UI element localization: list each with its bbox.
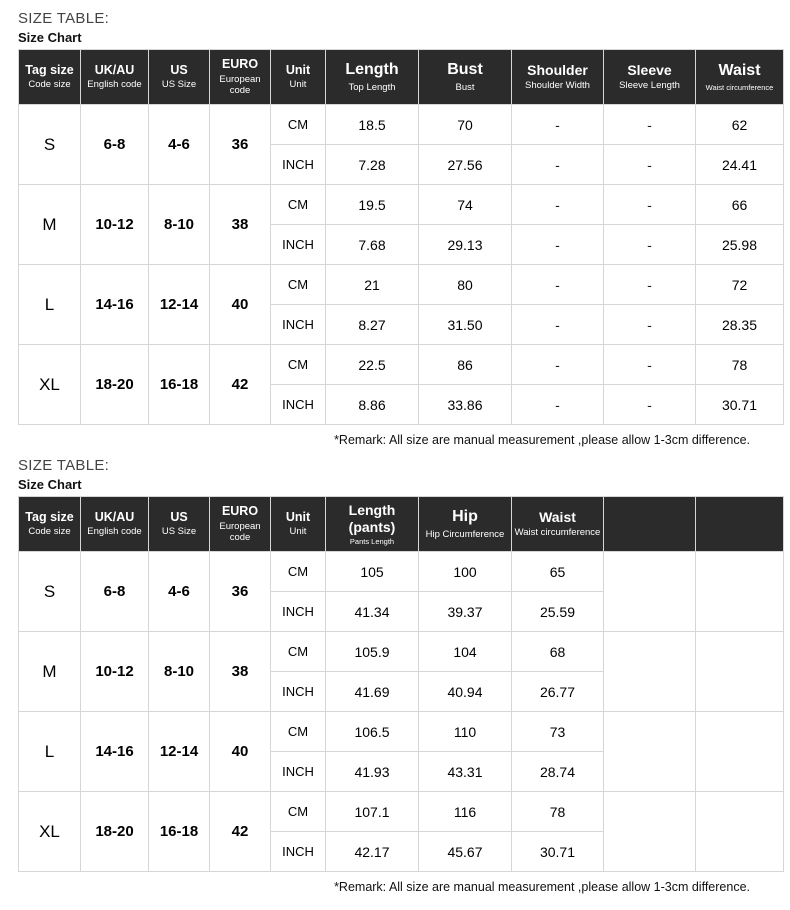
table-row: [19, 632, 784, 672]
cell-shoulder: -: [512, 225, 604, 265]
cell-length-pants: 106.5: [326, 712, 419, 752]
header-length-pants-sub: Pants Length: [349, 536, 395, 546]
cell-waist: 72: [696, 265, 784, 305]
header-waist-sub: Waist circumference: [705, 82, 774, 92]
cell-length-pants: 41.34: [326, 592, 419, 632]
cell-waist: 30.71: [512, 832, 604, 872]
size-table-caption-bottom: SIZE TABLE:: [18, 457, 110, 474]
cell-unit: INCH: [271, 145, 326, 185]
cell-shoulder: -: [512, 105, 604, 145]
cell-sleeve: -: [604, 225, 696, 265]
header-uk-au-sub: English code: [87, 79, 142, 91]
header-length-sub: Top Length: [348, 81, 396, 93]
cell-us: 16-18: [149, 345, 210, 425]
cell-us: 4-6: [149, 105, 210, 185]
cell-empty-2: [696, 632, 784, 712]
size-chart-table-top: [18, 49, 784, 425]
header-unit-sub: Unit: [289, 526, 307, 538]
cell-bust: 33.86: [419, 385, 512, 425]
header-sleeve-sub: Sleeve Length: [619, 80, 680, 92]
header-uk-au: [81, 50, 149, 105]
cell-waist: 78: [512, 792, 604, 832]
cell-unit: INCH: [271, 385, 326, 425]
cell-empty-1: [604, 792, 696, 872]
header-bust-main: Bust: [447, 61, 483, 79]
header-euro: [210, 50, 271, 105]
cell-uk-au: 6-8: [81, 552, 149, 632]
cell-length: 8.86: [326, 385, 419, 425]
header-sleeve-main: Sleeve: [627, 62, 672, 79]
cell-waist: 28.35: [696, 305, 784, 345]
cell-tag-size: S: [19, 552, 81, 632]
header-empty-2: [696, 497, 784, 552]
cell-unit: INCH: [271, 305, 326, 345]
cell-waist: 26.77: [512, 672, 604, 712]
header-bust-sub: Bust: [455, 81, 475, 93]
cell-length: 18.5: [326, 105, 419, 145]
cell-waist: 25.59: [512, 592, 604, 632]
cell-uk-au: 18-20: [81, 792, 149, 872]
cell-length: 19.5: [326, 185, 419, 225]
cell-euro: 42: [210, 792, 271, 872]
header-unit-sub: Unit: [289, 79, 307, 91]
header-waist: [696, 50, 784, 105]
cell-length: 22.5: [326, 345, 419, 385]
size-table-block-bottom: [0, 447, 790, 894]
cell-bust: 27.56: [419, 145, 512, 185]
cell-unit: INCH: [271, 592, 326, 632]
header-length-pants-main: Length (pants): [348, 502, 396, 535]
cell-hip: 45.67: [419, 832, 512, 872]
cell-empty-1: [604, 712, 696, 792]
table-row: [19, 105, 784, 145]
cell-unit: CM: [271, 185, 326, 225]
cell-uk-au: 18-20: [81, 345, 149, 425]
header-us-sub: US Size: [161, 79, 197, 91]
size-table-caption-top: SIZE TABLE:: [18, 10, 110, 27]
size-chart-table-bottom: [18, 496, 784, 872]
header-sleeve: [604, 50, 696, 105]
cell-euro: 36: [210, 552, 271, 632]
cell-waist: 68: [512, 632, 604, 672]
cell-tag-size: M: [19, 632, 81, 712]
cell-unit: INCH: [271, 225, 326, 265]
cell-uk-au: 10-12: [81, 632, 149, 712]
cell-uk-au: 10-12: [81, 185, 149, 265]
cell-us: 16-18: [149, 792, 210, 872]
cell-length: 21: [326, 265, 419, 305]
cell-bust: 70: [419, 105, 512, 145]
header-us: [149, 497, 210, 552]
header-bust: [419, 50, 512, 105]
cell-sleeve: -: [604, 105, 696, 145]
header-length: [326, 50, 419, 105]
cell-shoulder: -: [512, 145, 604, 185]
cell-sleeve: -: [604, 185, 696, 225]
cell-unit: INCH: [271, 832, 326, 872]
header-uk-au: [81, 497, 149, 552]
cell-unit: CM: [271, 105, 326, 145]
cell-hip: 116: [419, 792, 512, 832]
cell-length: 8.27: [326, 305, 419, 345]
header-shoulder: [512, 50, 604, 105]
cell-unit: CM: [271, 712, 326, 752]
header-unit: [271, 497, 326, 552]
table-header-row: [19, 50, 784, 105]
cell-length-pants: 41.93: [326, 752, 419, 792]
cell-tag-size: L: [19, 712, 81, 792]
header-us: [149, 50, 210, 105]
header-hip-main: Hip: [452, 508, 478, 526]
table-row: [19, 265, 784, 305]
header-tag-size: [19, 50, 81, 105]
cell-tag-size: M: [19, 185, 81, 265]
cell-us: 12-14: [149, 712, 210, 792]
cell-waist: 65: [512, 552, 604, 592]
cell-length: 7.28: [326, 145, 419, 185]
cell-unit: INCH: [271, 672, 326, 712]
cell-tag-size: XL: [19, 792, 81, 872]
cell-empty-1: [604, 632, 696, 712]
cell-shoulder: -: [512, 305, 604, 345]
header-hip: [419, 497, 512, 552]
cell-uk-au: 6-8: [81, 105, 149, 185]
cell-unit: CM: [271, 552, 326, 592]
table-row: [19, 712, 784, 752]
cell-us: 4-6: [149, 552, 210, 632]
header-euro-main: EURO: [221, 504, 259, 519]
cell-unit: CM: [271, 345, 326, 385]
cell-length-pants: 107.1: [326, 792, 419, 832]
cell-empty-1: [604, 552, 696, 632]
header-length-main: Length: [345, 61, 399, 79]
cell-us: 8-10: [149, 632, 210, 712]
header-waist-main: Waist: [539, 509, 576, 526]
cell-shoulder: -: [512, 385, 604, 425]
cell-sleeve: -: [604, 345, 696, 385]
size-chart-label-top: Size Chart: [18, 30, 82, 45]
cell-length-pants: 41.69: [326, 672, 419, 712]
header-tag-size-sub: Code size: [28, 79, 71, 91]
cell-hip: 39.37: [419, 592, 512, 632]
cell-hip: 110: [419, 712, 512, 752]
cell-bust: 80: [419, 265, 512, 305]
header-euro: [210, 497, 271, 552]
cell-hip: 104: [419, 632, 512, 672]
size-chart-label-bottom: Size Chart: [18, 477, 82, 492]
cell-shoulder: -: [512, 185, 604, 225]
cell-unit: CM: [271, 792, 326, 832]
table-row: [19, 552, 784, 592]
cell-hip: 43.31: [419, 752, 512, 792]
header-length-pants: [326, 497, 419, 552]
header-hip-sub: Hip Circumference: [425, 528, 505, 540]
cell-unit: CM: [271, 265, 326, 305]
cell-hip: 100: [419, 552, 512, 592]
cell-waist: 30.71: [696, 385, 784, 425]
cell-hip: 40.94: [419, 672, 512, 712]
cell-empty-2: [696, 792, 784, 872]
cell-waist: 62: [696, 105, 784, 145]
cell-waist: 66: [696, 185, 784, 225]
table-row: [19, 185, 784, 225]
cell-euro: 40: [210, 265, 271, 345]
cell-sleeve: -: [604, 145, 696, 185]
cell-us: 8-10: [149, 185, 210, 265]
header-tag-size: [19, 497, 81, 552]
cell-shoulder: -: [512, 265, 604, 305]
cell-empty-2: [696, 552, 784, 632]
cell-waist: 25.98: [696, 225, 784, 265]
cell-uk-au: 14-16: [81, 712, 149, 792]
cell-length-pants: 105.9: [326, 632, 419, 672]
cell-tag-size: L: [19, 265, 81, 345]
header-euro-main: EURO: [221, 57, 259, 72]
header-waist-main: Waist: [718, 62, 761, 80]
header-shoulder-sub: Shoulder Width: [525, 80, 590, 92]
header-waist: [512, 497, 604, 552]
cell-bust: 86: [419, 345, 512, 385]
table-row: [19, 792, 784, 832]
cell-euro: 40: [210, 712, 271, 792]
header-euro-sub: European code: [219, 73, 261, 97]
header-unit-main: Unit: [285, 510, 311, 525]
cell-empty-2: [696, 712, 784, 792]
cell-bust: 29.13: [419, 225, 512, 265]
cell-sleeve: -: [604, 265, 696, 305]
cell-bust: 31.50: [419, 305, 512, 345]
cell-shoulder: -: [512, 345, 604, 385]
table-header-row: [19, 497, 784, 552]
cell-euro: 38: [210, 632, 271, 712]
cell-unit: INCH: [271, 752, 326, 792]
cell-sleeve: -: [604, 305, 696, 345]
cell-euro: 38: [210, 185, 271, 265]
header-us-sub: US Size: [161, 526, 197, 538]
header-us-main: US: [170, 63, 188, 78]
cell-sleeve: -: [604, 385, 696, 425]
cell-us: 12-14: [149, 265, 210, 345]
cell-waist: 28.74: [512, 752, 604, 792]
remark-note-bottom: *Remark: All size are manual measurement ,please allow 1-3cm difference.: [334, 880, 750, 894]
cell-uk-au: 14-16: [81, 265, 149, 345]
header-us-main: US: [170, 510, 188, 525]
cell-length-pants: 105: [326, 552, 419, 592]
size-table-block-top: [0, 0, 790, 447]
cell-waist: 73: [512, 712, 604, 752]
cell-tag-size: XL: [19, 345, 81, 425]
header-shoulder-main: Shoulder: [527, 62, 588, 79]
cell-euro: 36: [210, 105, 271, 185]
header-empty-1: [604, 497, 696, 552]
header-euro-sub: European code: [219, 520, 261, 544]
cell-length-pants: 42.17: [326, 832, 419, 872]
cell-length: 7.68: [326, 225, 419, 265]
header-tag-size-main: Tag size: [25, 63, 74, 78]
header-unit: [271, 50, 326, 105]
cell-bust: 74: [419, 185, 512, 225]
header-tag-size-sub: Code size: [28, 526, 71, 538]
cell-tag-size: S: [19, 105, 81, 185]
remark-note-top: *Remark: All size are manual measurement ,please allow 1-3cm difference.: [334, 433, 750, 447]
header-uk-au-main: UK/AU: [94, 63, 135, 78]
header-uk-au-sub: English code: [87, 526, 142, 538]
table-row: [19, 345, 784, 385]
header-waist-sub: Waist circumference: [514, 527, 601, 539]
header-uk-au-main: UK/AU: [94, 510, 135, 525]
cell-unit: CM: [271, 632, 326, 672]
cell-waist: 24.41: [696, 145, 784, 185]
header-tag-size-main: Tag size: [25, 510, 74, 525]
cell-euro: 42: [210, 345, 271, 425]
header-unit-main: Unit: [285, 63, 311, 78]
cell-waist: 78: [696, 345, 784, 385]
